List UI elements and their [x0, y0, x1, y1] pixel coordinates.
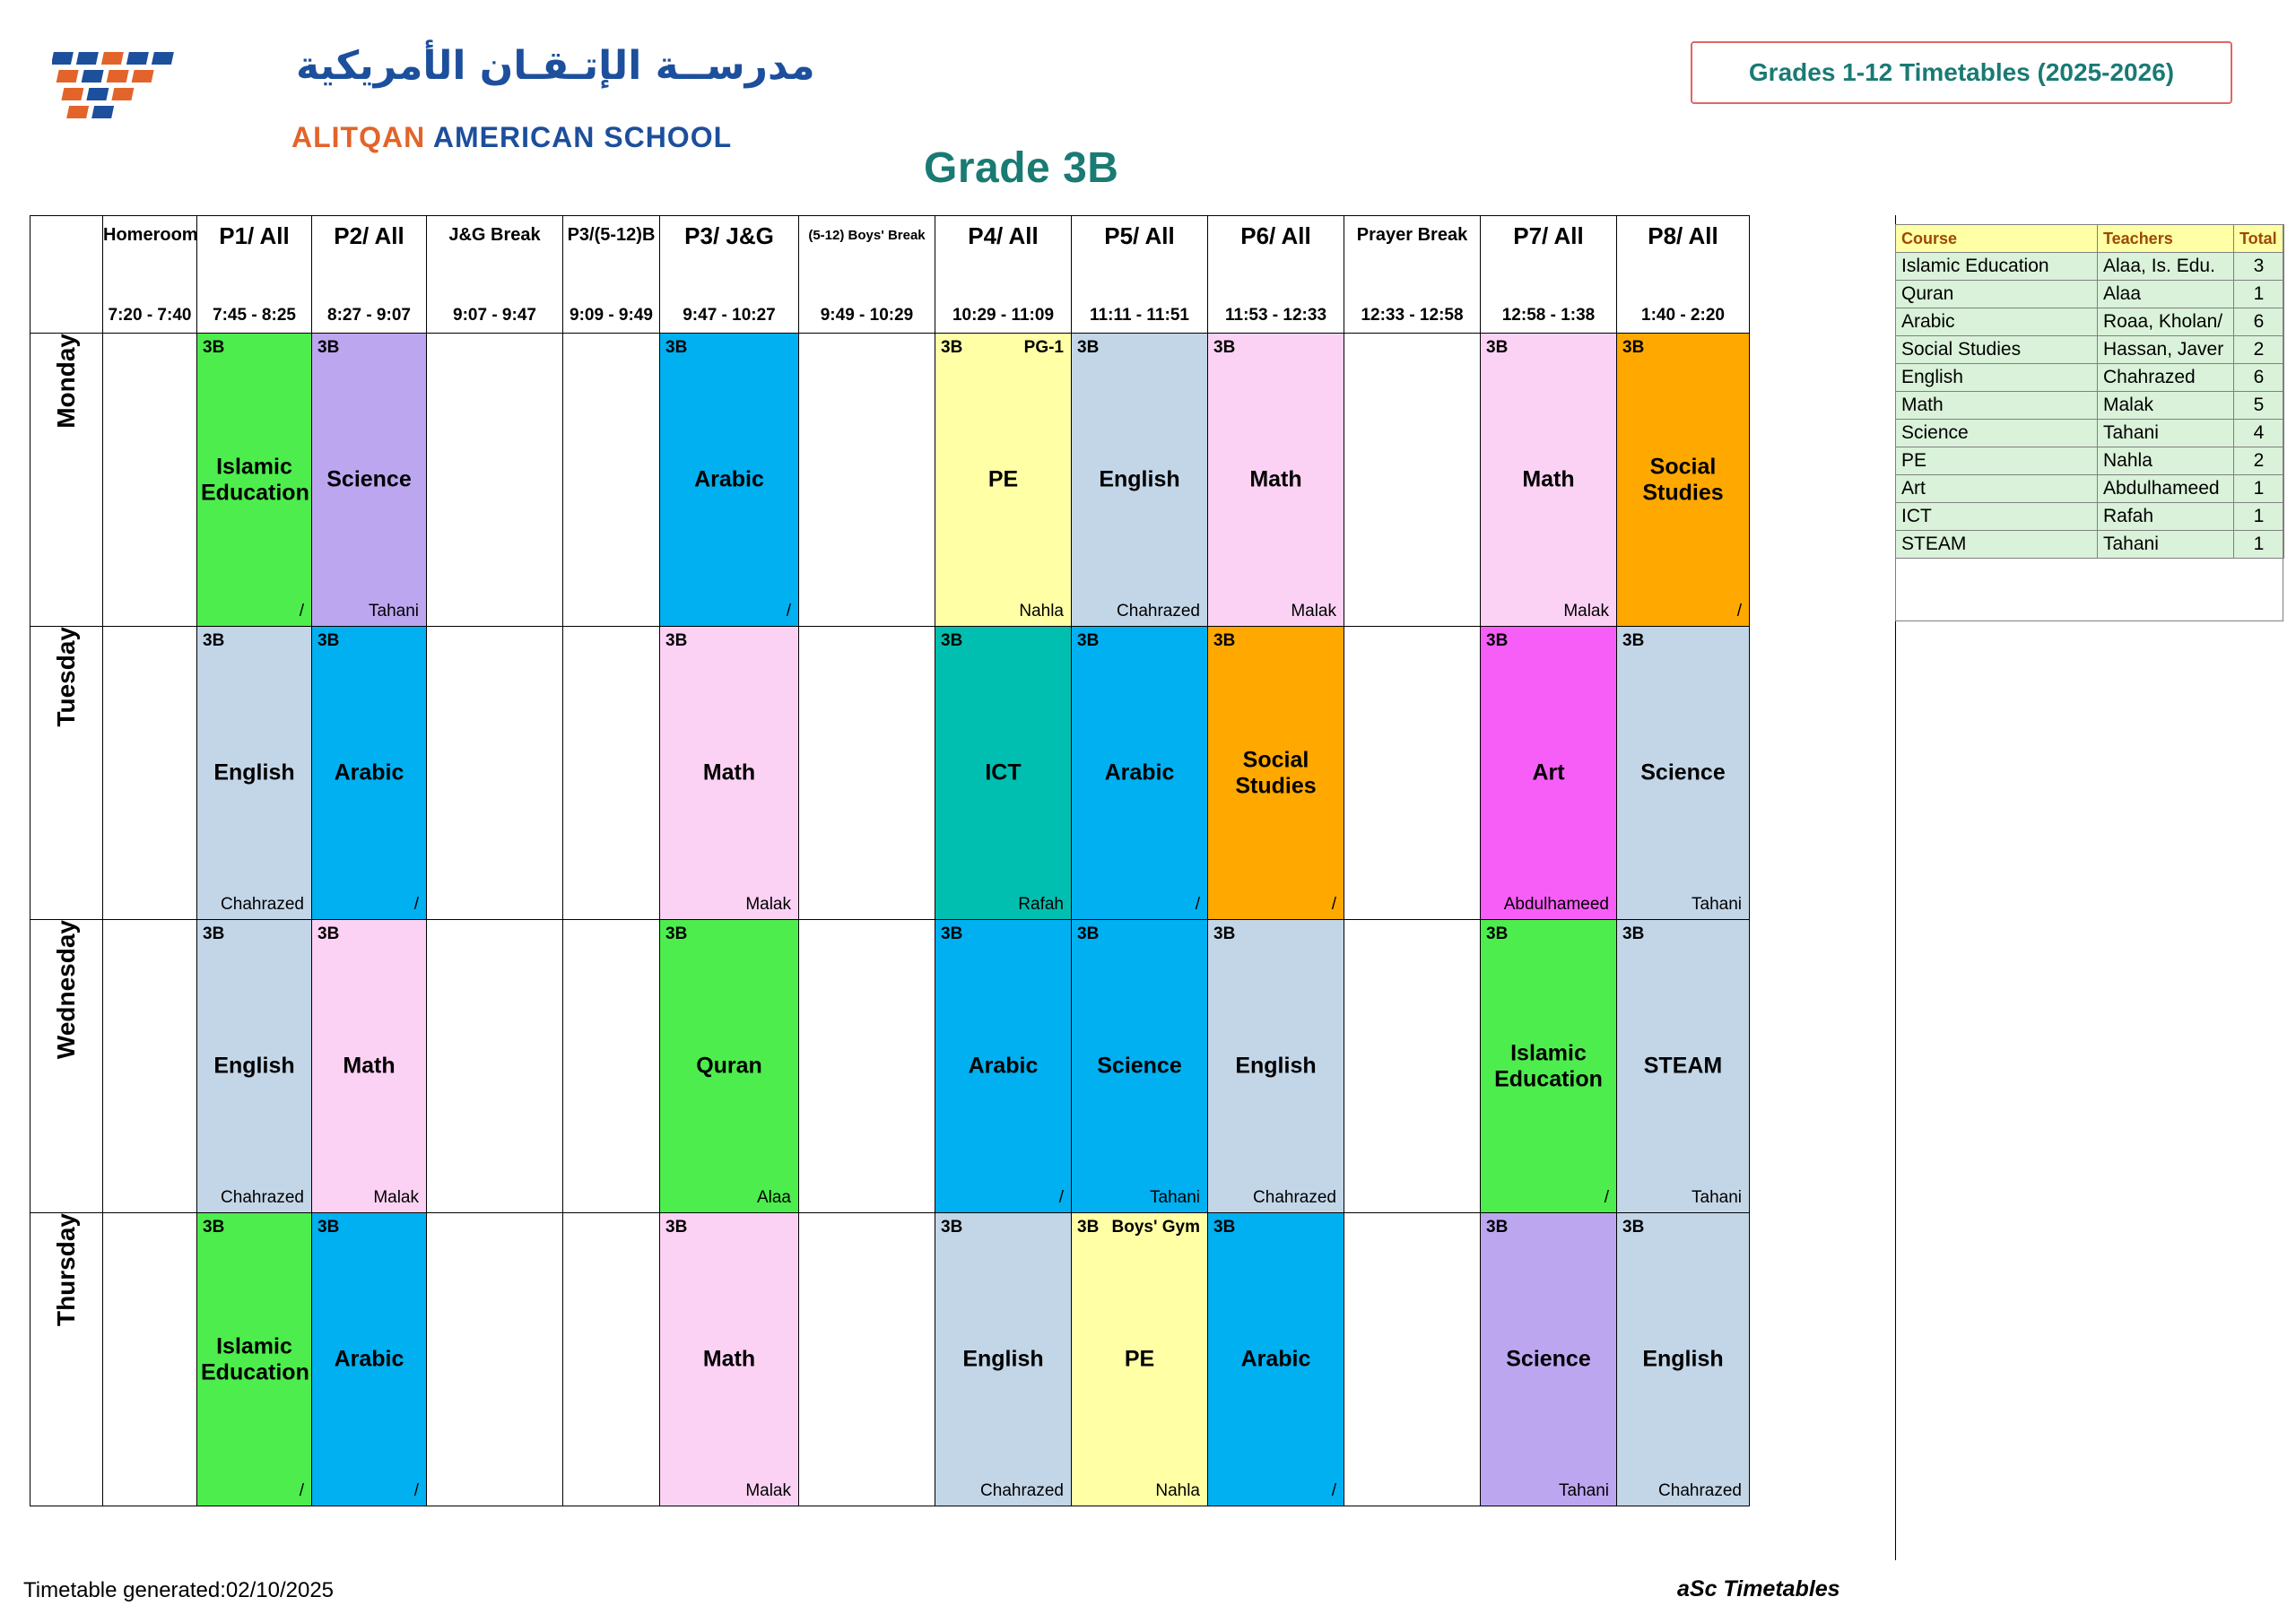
lesson-cell[interactable]: [197, 1213, 312, 1506]
empty-cell: [427, 627, 563, 920]
lesson-cell[interactable]: [1208, 1213, 1344, 1506]
class-group-label: 3B: [317, 338, 340, 357]
summary-teachers: Tahani: [2098, 531, 2234, 559]
class-group-label: 3B: [1213, 338, 1236, 357]
empty-cell: [799, 334, 935, 627]
class-group-label: 3B: [317, 1218, 340, 1237]
summary-total: 2: [2234, 447, 2284, 475]
lesson-cell[interactable]: [935, 627, 1072, 920]
summary-course: Social Studies: [1896, 336, 2098, 364]
empty-cell: [563, 334, 660, 627]
period-time-8: 11:11 - 11:51: [1090, 306, 1189, 325]
period-name-10: Prayer Break: [1356, 225, 1468, 245]
lesson-cell[interactable]: [1481, 920, 1617, 1213]
subject-label: Science: [1097, 1053, 1182, 1079]
summary-course: Arabic: [1896, 308, 2098, 336]
school-name-arabic: مدرســة الإتـقـان الأمريكية: [296, 43, 815, 89]
period-time-11: 12:58 - 1:38: [1501, 306, 1596, 325]
teacher-label: /: [1331, 895, 1336, 914]
empty-cell: [103, 334, 197, 627]
timetable-row: [30, 627, 1750, 920]
teacher-label: Abdulhameed: [1503, 895, 1609, 914]
subject-label: English: [213, 759, 295, 785]
period-header-7: [935, 216, 1072, 334]
teacher-label: Chahrazed: [221, 895, 304, 914]
summary-course: Math: [1896, 392, 2098, 420]
course-summary-table: [1895, 224, 2284, 559]
empty-cell: [1344, 627, 1481, 920]
period-name-6: (5-12) Boys' Break: [808, 228, 926, 243]
period-name-2: P2/ All: [334, 222, 404, 249]
subject-label: Arabic: [1104, 759, 1175, 785]
period-header-4: [563, 216, 660, 334]
empty-cell: [103, 920, 197, 1213]
teacher-label: Tahani: [1692, 1188, 1742, 1207]
period-name-7: P4/ All: [968, 222, 1039, 249]
period-name-9: P6/ All: [1240, 222, 1311, 249]
class-group-label: 3B: [317, 631, 340, 650]
lesson-cell[interactable]: [197, 627, 312, 920]
class-group-label: 3B: [1486, 924, 1509, 943]
period-name-0: Homeroom: [103, 225, 198, 245]
lesson-cell[interactable]: [197, 920, 312, 1213]
summary-row: [1896, 336, 2284, 364]
lesson-cell[interactable]: [660, 920, 799, 1213]
period-name-1: P1/ All: [219, 222, 290, 249]
empty-cell: [799, 920, 935, 1213]
lesson-cell[interactable]: [935, 1213, 1072, 1506]
subject-label: Math: [1522, 466, 1575, 492]
summary-row: [1896, 392, 2284, 420]
subject-label: Math: [1249, 466, 1302, 492]
teacher-label: Nahla: [1155, 1481, 1200, 1500]
class-group-label: 3B: [1077, 631, 1100, 650]
lesson-cell[interactable]: [1072, 1213, 1208, 1506]
empty-cell: [799, 627, 935, 920]
period-header-0: [103, 216, 197, 334]
summary-row: [1896, 475, 2284, 503]
class-group-label: 3B: [665, 924, 688, 943]
teacher-label: /: [1195, 895, 1200, 914]
period-time-9: 11:53 - 12:33: [1224, 306, 1327, 325]
summary-row: [1896, 503, 2284, 531]
summary-total: 1: [2234, 531, 2284, 559]
summary-row: [1896, 364, 2284, 392]
teacher-label: /: [786, 602, 791, 621]
subject-label: STEAM: [1643, 1053, 1723, 1079]
teacher-label: Rafah: [1018, 895, 1064, 914]
teacher-label: Tahani: [1559, 1481, 1609, 1500]
empty-cell: [427, 920, 563, 1213]
corner-cell: [30, 216, 103, 334]
timetable-row: [30, 920, 1750, 1213]
empty-cell: [1344, 334, 1481, 627]
summary-header-course: Course: [1896, 225, 2098, 253]
lesson-cell[interactable]: [1208, 334, 1344, 627]
summary-total: 4: [2234, 420, 2284, 447]
class-group-label: 3B: [1213, 924, 1236, 943]
summary-total: 3: [2234, 253, 2284, 281]
period-time-6: 9:49 - 10:29: [820, 306, 914, 325]
brand-label: aSc Timetables: [1677, 1576, 1840, 1601]
period-time-1: 7:45 - 8:25: [213, 306, 296, 325]
day-label-cell: [30, 627, 103, 920]
lesson-cell[interactable]: [197, 334, 312, 627]
teacher-label: Chahrazed: [1253, 1188, 1336, 1207]
lesson-cell[interactable]: [1072, 627, 1208, 920]
class-group-label: 3B: [941, 924, 963, 943]
lesson-cell[interactable]: [660, 627, 799, 920]
class-group-label: 3B: [1077, 1218, 1100, 1237]
period-name-3: J&G Break: [448, 225, 541, 245]
summary-header-total: Total: [2234, 225, 2284, 253]
subject-label: Islamic Education: [201, 454, 309, 505]
timetable: [30, 215, 1750, 1506]
summary-row: [1896, 531, 2284, 559]
summary-teachers: Hassan, Javer: [2098, 336, 2234, 364]
empty-cell: [103, 627, 197, 920]
room-label: PG-1: [1023, 338, 1064, 357]
summary-total: 2: [2234, 336, 2284, 364]
teacher-label: Malak: [373, 1188, 419, 1207]
lesson-cell[interactable]: [1617, 334, 1750, 627]
period-header-12: [1617, 216, 1750, 334]
teacher-label: Chahrazed: [980, 1481, 1064, 1500]
room-label: Boys' Gym: [1111, 1218, 1200, 1237]
subject-label: Science: [1640, 759, 1726, 785]
summary-total: 1: [2234, 281, 2284, 308]
class-group-label: 3B: [941, 1218, 963, 1237]
period-name-11: P7/ All: [1513, 222, 1584, 249]
subject-label: English: [1099, 466, 1180, 492]
summary-teachers: Tahani: [2098, 420, 2234, 447]
period-name-4: P3/(5-12)B: [567, 225, 656, 245]
teacher-label: Tahani: [1692, 895, 1742, 914]
class-group-label: 3B: [1622, 631, 1645, 650]
lesson-cell[interactable]: [935, 334, 1072, 627]
summary-course: STEAM: [1896, 531, 2098, 559]
lesson-cell[interactable]: [1072, 334, 1208, 627]
teacher-label: /: [1058, 1188, 1064, 1207]
period-time-10: 12:33 - 12:58: [1361, 306, 1464, 325]
summary-row: [1896, 281, 2284, 308]
subject-label: ICT: [985, 759, 1022, 785]
class-group-label: 3B: [203, 1218, 225, 1237]
class-group-label: 3B: [1213, 631, 1236, 650]
summary-row: [1896, 420, 2284, 447]
day-label: Tuesday: [52, 627, 80, 727]
subject-label: Social Studies: [1235, 747, 1317, 798]
school-name-part-2: AMERICAN SCHOOL: [432, 121, 733, 153]
subject-label: Arabic: [334, 1346, 404, 1372]
subject-label: Quran: [696, 1053, 762, 1079]
lesson-cell[interactable]: [312, 1213, 427, 1506]
lesson-cell[interactable]: [935, 920, 1072, 1213]
empty-cell: [563, 1213, 660, 1506]
subject-label: English: [962, 1346, 1044, 1372]
class-group-label: 3B: [1486, 631, 1509, 650]
lesson-cell[interactable]: [660, 334, 799, 627]
summary-course: Quran: [1896, 281, 2098, 308]
summary-total: 1: [2234, 503, 2284, 531]
lesson-cell[interactable]: [1481, 334, 1617, 627]
lesson-cell[interactable]: [1481, 627, 1617, 920]
lesson-cell[interactable]: [1481, 1213, 1617, 1506]
subject-label: Arabic: [694, 466, 764, 492]
class-group-label: 3B: [665, 1218, 688, 1237]
class-group-label: 3B: [1077, 924, 1100, 943]
teacher-label: Malak: [745, 1481, 791, 1500]
day-label: Monday: [52, 334, 80, 429]
summary-teachers: Abdulhameed: [2098, 475, 2234, 503]
subject-label: Arabic: [334, 759, 404, 785]
subject-label: PE: [1124, 1346, 1155, 1372]
teacher-label: Tahani: [369, 602, 419, 621]
period-time-7: 10:29 - 11:09: [952, 306, 1055, 325]
teacher-label: /: [1331, 1481, 1336, 1500]
period-time-2: 8:27 - 9:07: [327, 306, 411, 325]
day-label: Wednesday: [52, 920, 80, 1060]
school-name-part-1: ALITQAN: [291, 121, 426, 153]
class-group-label: 3B: [203, 631, 225, 650]
summary-total: 6: [2234, 364, 2284, 392]
empty-cell: [1344, 1213, 1481, 1506]
summary-total: 5: [2234, 392, 2284, 420]
teacher-label: /: [413, 1481, 419, 1500]
period-header-1: [197, 216, 312, 334]
lesson-cell[interactable]: [1072, 920, 1208, 1213]
summary-total: 1: [2234, 475, 2284, 503]
class-group-label: 3B: [1622, 338, 1645, 357]
lesson-cell[interactable]: [1208, 920, 1344, 1213]
period-header-8: [1072, 216, 1208, 334]
period-header-10: [1344, 216, 1481, 334]
subject-label: English: [1642, 1346, 1724, 1372]
subject-label: Social Studies: [1642, 454, 1724, 505]
class-group-label: 3B: [665, 631, 688, 650]
class-group-label: 3B: [1486, 1218, 1509, 1237]
summary-teachers: Rafah: [2098, 503, 2234, 531]
class-group-label: 3B: [1077, 338, 1100, 357]
class-group-label: 3B: [665, 338, 688, 357]
teacher-label: Chahrazed: [1117, 602, 1200, 621]
class-group-label: 3B: [203, 338, 225, 357]
subject-label: Science: [326, 466, 412, 492]
subject-label: Islamic Education: [201, 1333, 309, 1384]
class-group-label: 3B: [1486, 338, 1509, 357]
period-header-3: [427, 216, 563, 334]
teacher-label: Alaa: [756, 1188, 791, 1207]
summary-row: [1896, 447, 2284, 475]
period-header-2: [312, 216, 427, 334]
period-name-12: P8/ All: [1648, 222, 1718, 249]
class-group-label: 3B: [941, 338, 963, 357]
page-title: Grade 3B: [924, 144, 1119, 192]
summary-teachers: Roaa, Kholan/: [2098, 308, 2234, 336]
lesson-cell[interactable]: [312, 334, 427, 627]
period-header-5: [660, 216, 799, 334]
summary-course: ICT: [1896, 503, 2098, 531]
day-label: Thursday: [52, 1213, 80, 1327]
school-logo-icon: [52, 43, 231, 124]
summary-row: [1896, 308, 2284, 336]
subject-label: Art: [1532, 759, 1565, 785]
empty-cell: [427, 1213, 563, 1506]
summary-course: Islamic Education: [1896, 253, 2098, 281]
day-label-cell: [30, 1213, 103, 1506]
class-group-label: 3B: [203, 924, 225, 943]
subject-label: Math: [702, 759, 756, 785]
teacher-label: Malak: [745, 895, 791, 914]
summary-row: [1896, 253, 2284, 281]
teacher-label: Chahrazed: [221, 1188, 304, 1207]
period-header-6: [799, 216, 935, 334]
summary-teachers: Chahrazed: [2098, 364, 2234, 392]
class-group-label: 3B: [941, 631, 963, 650]
summary-teachers: Nahla: [2098, 447, 2234, 475]
class-group-label: 3B: [1622, 924, 1645, 943]
empty-cell: [563, 920, 660, 1213]
summary-teachers: Alaa: [2098, 281, 2234, 308]
subject-label: Science: [1506, 1346, 1591, 1372]
lesson-cell[interactable]: [1617, 1213, 1750, 1506]
day-label-cell: [30, 334, 103, 627]
teacher-label: /: [299, 1481, 304, 1500]
lesson-cell[interactable]: [1617, 920, 1750, 1213]
teacher-label: Chahrazed: [1658, 1481, 1742, 1500]
teacher-label: Tahani: [1150, 1188, 1200, 1207]
empty-cell: [799, 1213, 935, 1506]
subject-label: Islamic Education: [1494, 1040, 1603, 1091]
timetable-row: [30, 1213, 1750, 1506]
summary-course: Science: [1896, 420, 2098, 447]
summary-total: 6: [2234, 308, 2284, 336]
subject-label: English: [1235, 1053, 1317, 1079]
timetable-scope-badge: Grades 1-12 Timetables (2025-2026): [1691, 41, 2232, 104]
period-header-11: [1481, 216, 1617, 334]
period-name-5: P3/ J&G: [684, 222, 774, 249]
class-group-label: 3B: [1213, 1218, 1236, 1237]
timetable-header-row: [30, 216, 1750, 334]
empty-cell: [1344, 920, 1481, 1213]
empty-cell: [427, 334, 563, 627]
teacher-label: Malak: [1291, 602, 1336, 621]
period-name-8: P5/ All: [1104, 222, 1175, 249]
summary-course: English: [1896, 364, 2098, 392]
lesson-cell[interactable]: [1208, 627, 1344, 920]
summary-course: PE: [1896, 447, 2098, 475]
teacher-label: Malak: [1563, 602, 1609, 621]
period-header-9: [1208, 216, 1344, 334]
teacher-label: /: [299, 602, 304, 621]
empty-cell: [563, 627, 660, 920]
teacher-label: /: [413, 895, 419, 914]
teacher-label: /: [1604, 1188, 1609, 1207]
generated-date: Timetable generated:02/10/2025: [23, 1578, 335, 1602]
subject-label: English: [213, 1053, 295, 1079]
period-time-4: 9:09 - 9:49: [570, 306, 653, 325]
summary-header-row: [1896, 225, 2284, 253]
period-time-0: 7:20 - 7:40: [108, 306, 192, 325]
class-group-label: 3B: [1622, 1218, 1645, 1237]
summary-teachers: Malak: [2098, 392, 2234, 420]
subject-label: Math: [702, 1346, 756, 1372]
subject-label: Arabic: [968, 1053, 1039, 1079]
summary-teachers: Alaa, Is. Edu.: [2098, 253, 2234, 281]
class-group-label: 3B: [317, 924, 340, 943]
lesson-cell[interactable]: [1617, 627, 1750, 920]
summary-course: Art: [1896, 475, 2098, 503]
subject-label: PE: [987, 466, 1019, 492]
lesson-cell[interactable]: [660, 1213, 799, 1506]
page-header: [0, 0, 2296, 192]
day-label-cell: [30, 920, 103, 1213]
timetable-row: [30, 334, 1750, 627]
subject-label: Math: [343, 1053, 396, 1079]
empty-cell: [103, 1213, 197, 1506]
period-time-12: 1:40 - 2:20: [1641, 306, 1725, 325]
period-time-5: 9:47 - 10:27: [683, 306, 776, 325]
school-name-english: [291, 121, 732, 154]
teacher-label: Nahla: [1019, 602, 1064, 621]
lesson-cell[interactable]: [312, 920, 427, 1213]
summary-header-teachers: Teachers: [2098, 225, 2234, 253]
period-time-3: 9:07 - 9:47: [453, 306, 536, 325]
teacher-label: /: [1736, 602, 1742, 621]
subject-label: Arabic: [1240, 1346, 1311, 1372]
lesson-cell[interactable]: [312, 627, 427, 920]
